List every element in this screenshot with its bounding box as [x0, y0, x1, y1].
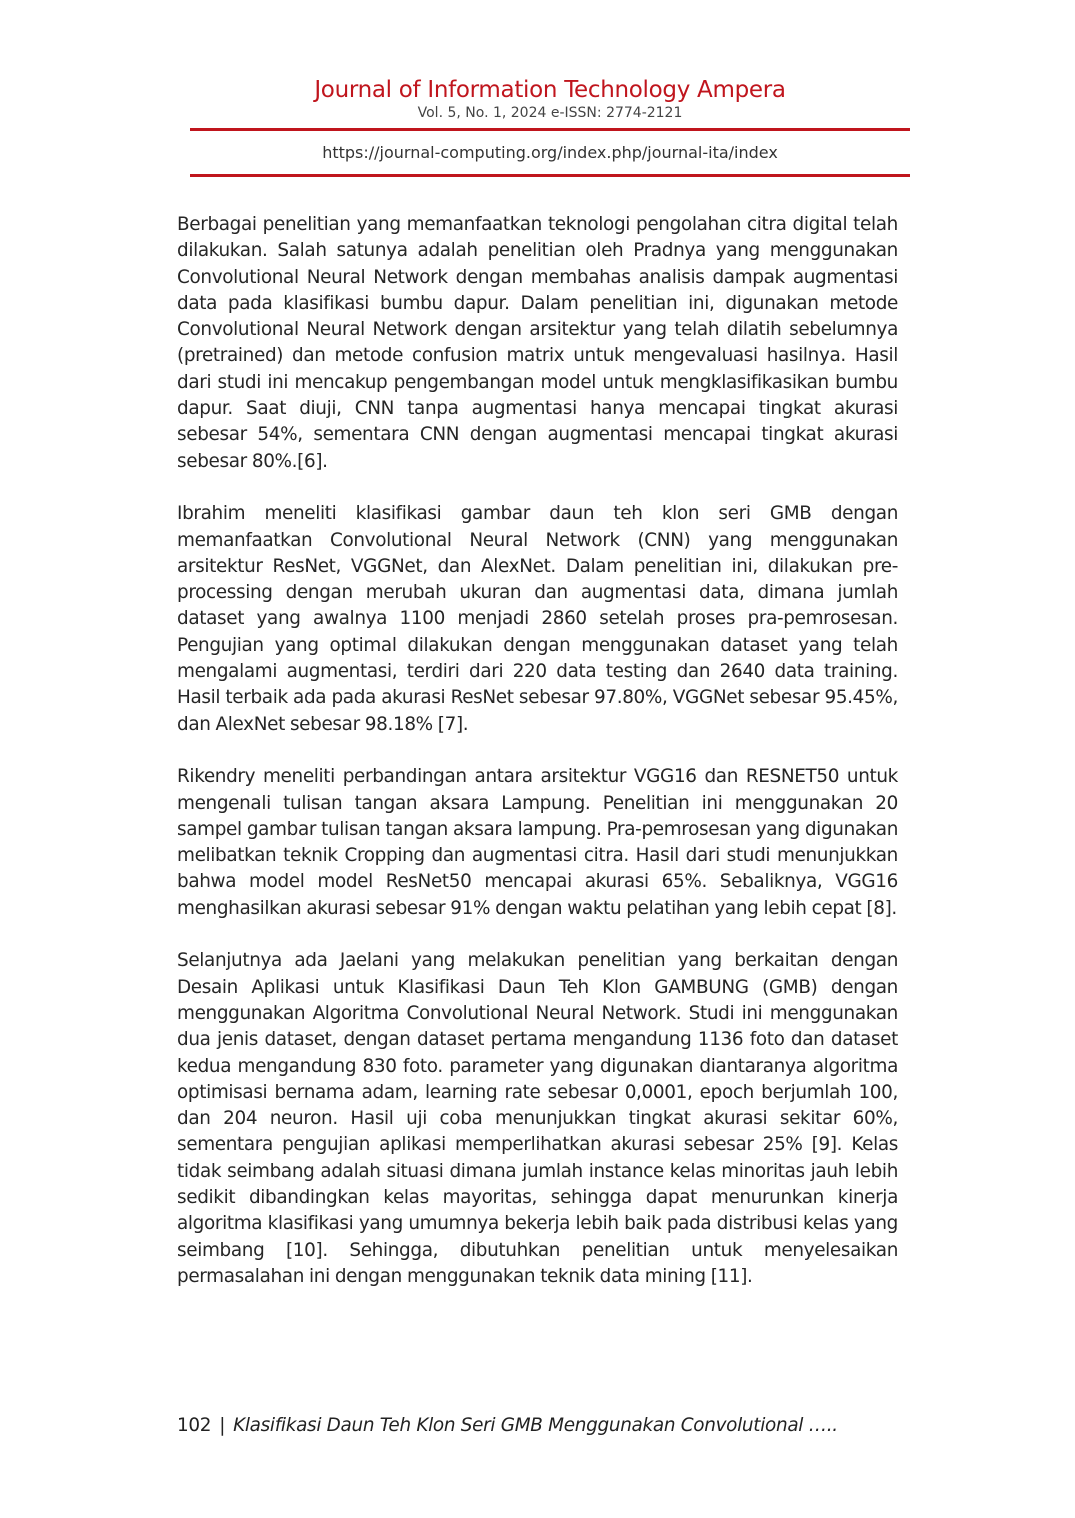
- journal-header: [190, 74, 910, 122]
- footer-separator: |: [219, 1415, 226, 1436]
- running-title: Klasifikasi Daun Teh Klon Seri GMB Menggunakan Convolutional …..: [233, 1415, 838, 1436]
- journal-url: https://journal-computing.org/index.php/journal-ita/index: [322, 143, 778, 162]
- paragraph-jaelani: Selanjutnya ada Jaelani yang melakukan penelitian yang berkaitan dengan Desain Aplikasi untuk Klasifikasi Daun Teh Klon GAMBUNG (GMB) dengan menggunakan Algoritma Convolutional Neural Network. Studi ini menggunakan dua jenis dataset, dengan dataset pertama mengandung 1136 foto dan dataset kedua mengandung 830 foto. parameter yang digunakan diantaranya algoritma optimisasi bernama adam, learning rate sebesar 0,0001, epoch berjumlah 100, dan 204 neuron. Hasil uji coba menunjukkan tingkat akurasi sekitar 60%, sementara pengujian aplikasi memperlihatkan akurasi sebesar 25% [9]. Kelas tidak seimbang adalah situasi dimana jumlah instance kelas minoritas jauh lebih sedikit dibandingkan kelas mayoritas, sehingga dapat menurunkan kinerja algoritma klasifikasi yang umumnya bekerja lebih baik pada distribusi kelas yang seimbang [10]. Sehingga, dibutuhkan penelitian untuk menyelesaikan permasalahan ini dengan menggunakan teknik data mining [11].: [177, 950, 898, 1287]
- header-divider-bottom: [190, 174, 910, 177]
- article-body: [177, 212, 898, 1316]
- header-divider-top: [190, 128, 910, 131]
- volume-issn-line: Vol. 5, No. 1, 2024 e-ISSN: 2774-2121: [417, 105, 683, 121]
- paragraph-ibrahim: Ibrahim meneliti klasifikasi gambar daun teh klon seri GMB dengan memanfaatkan Convolutional Neural Network (CNN) yang menggunakan arsitektur ResNet, VGGNet, dan AlexNet. Dalam penelitian ini, dilakukan pre-processing dengan merubah ukuran dan augmentasi data, dimana jumlah dataset yang awalnya 1100 menjadi 2860 setelah proses pra-pemrosesan. Pengujian yang optimal dilakukan dengan menggunakan dataset yang telah mengalami augmentasi, terdiri dari 220 data testing dan 2640 data training. Hasil terbaik ada pada akurasi ResNet sebesar 97.80%, VGGNet sebesar 95.45%, dan AlexNet sebesar 98.18% [7].: [177, 503, 898, 735]
- page-footer: [177, 1413, 897, 1439]
- paragraph-pradnya: Berbagai penelitian yang memanfaatkan teknologi pengolahan citra digital telah dilakukan. Salah satunya adalah penelitian oleh Pradnya yang menggunakan Convolutional Neural Network dengan membahas analisis dampak augmentasi data pada klasifikasi bumbu dapur. Dalam penelitian ini, digunakan metode Convolutional Neural Network dengan arsitektur yang telah dilatih sebelumnya (pretrained) dan metode confusion matrix untuk mengevaluasi hasilnya. Hasil dari studi ini mencakup pengembangan model untuk mengklasifikasikan bumbu dapur. Saat diuji, CNN tanpa augmentasi hanya mencapai tingkat akurasi sebesar 54%, sementara CNN dengan augmentasi mencapai tingkat akurasi sebesar 80%.[6].: [177, 214, 898, 472]
- paragraph-rikendry: Rikendry meneliti perbandingan antara arsitektur VGG16 dan RESNET50 untuk mengenali tulisan tangan aksara Lampung. Penelitian ini menggunakan 20 sampel gambar tulisan tangan aksara lampung. Pra-pemrosesan yang digunakan melibatkan teknik Cropping dan augmentasi citra. Hasil dari studi menunjukkan bahwa model model ResNet50 mencapai akurasi 65%. Sebaliknya, VGG16 menghasilkan akurasi sebesar 91% dengan waktu pelatihan yang lebih cepat [8].: [177, 766, 898, 919]
- page-number: 102: [177, 1415, 212, 1436]
- journal-title: Journal of Information Technology Ampera: [314, 77, 786, 103]
